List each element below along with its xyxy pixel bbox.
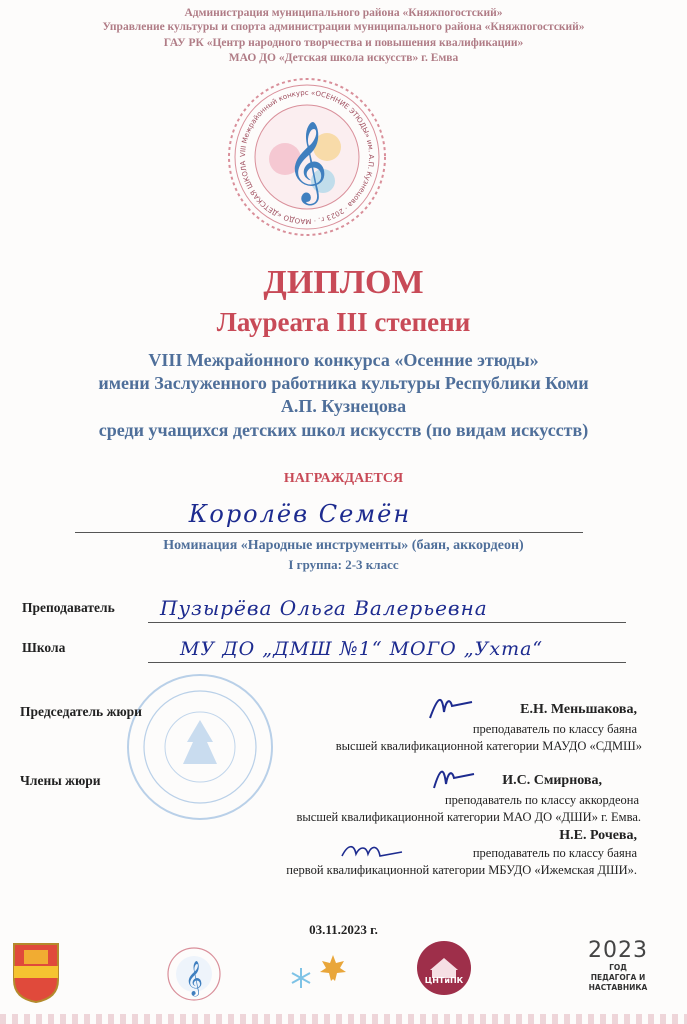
school-underline	[148, 662, 626, 663]
contest-line-4: среди учащихся детских школ искусств (по видам искусств)	[98, 420, 589, 440]
jury-members-label: Члены жюри	[20, 773, 101, 788]
teacher-label: Преподаватель	[22, 600, 115, 615]
teacher-underline	[148, 622, 626, 623]
decorative-border	[0, 1014, 687, 1024]
nomination: Номинация «Народные инструменты» (баян, аккордеон)	[163, 538, 524, 553]
header-line-2: Управление культуры и спорта администрации муниципального района «Княжпогостский»	[102, 21, 585, 33]
year-logo-text: ГОД ПЕДАГОГА И НАСТАВНИКА	[588, 963, 648, 992]
maple-leaf-icon	[318, 953, 348, 985]
contest-emblem	[227, 77, 387, 237]
member2-position: преподаватель по классу баяна	[472, 846, 637, 860]
member1-position: преподаватель по классу аккордеона	[444, 793, 639, 807]
contest-line-3: А.П. Кузнецова	[280, 396, 407, 416]
member1-qualification: высшей квалификационной категории МАО ДО «ДШИ» г. Емва.	[296, 810, 641, 824]
year-logo-number: 2023	[588, 938, 648, 963]
awarded-label: НАГРАЖДАЕТСЯ	[283, 471, 404, 486]
svg-text:𝄞: 𝄞	[185, 961, 203, 996]
contest-logo-icon	[160, 944, 228, 1004]
coat-of-arms-icon	[10, 940, 62, 1004]
center-logo-text: ЦНТиПК	[424, 976, 464, 985]
svg-text:𝄞: 𝄞	[286, 120, 328, 202]
diploma-subtitle: Лауреата III степени	[216, 307, 471, 337]
header-line-4: МАО ДО «Детская школа искусств» г. Емва	[228, 52, 459, 64]
contest-line-1: VIII Межрайонного конкурса «Осенние этюды»	[148, 350, 539, 370]
member2-qualification: первой квалификационной категории МБУДО «Ижемская ДШИ».	[286, 863, 637, 877]
member2-signature	[340, 838, 404, 864]
emblem-ring-text: VIII Межрайонный конкурс «ОСЕННИЕ ЭТЮДЫ» им. А.П. Кузнецова · 2023 г. · МАОДО «ДЕТСКАЯ ШКОЛА	[238, 88, 376, 226]
student-underline	[75, 532, 583, 533]
chair-signature	[428, 692, 474, 722]
group: I группа: 2-3 класс	[288, 557, 399, 572]
header-line-1: Администрация муниципального района «Княжпогостский»	[184, 7, 503, 19]
year-logo	[586, 938, 650, 993]
member1-signature	[432, 762, 476, 792]
chair-name: Е.Н. Меньшакова,	[520, 702, 637, 717]
header-line-3: ГАУ РК «Центр народного творчества и повышения квалификации»	[163, 37, 524, 49]
school-name: МУ ДО „ДМШ №1“ МОГО „Ухта“	[180, 638, 544, 660]
center-logo	[416, 940, 472, 996]
contest-line-2: имени Заслуженного работника культуры Республики Коми	[98, 373, 589, 393]
issue-date: 03.11.2023 г.	[309, 922, 378, 937]
diploma-title: ДИПЛОМ	[263, 264, 424, 301]
chair-qualification: высшей квалификационной категории МАУДО «СДМШ»	[335, 739, 642, 753]
official-stamp	[125, 672, 275, 822]
school-label: Школа	[22, 640, 66, 655]
jury-chair-label: Председатель жюри	[20, 704, 142, 719]
student-name: Королёв Семён	[188, 500, 412, 528]
member1-name: И.С. Смирнова,	[502, 773, 602, 788]
member2-name: Н.Е. Рочева,	[559, 828, 637, 843]
chair-position: преподаватель по классу баяна	[472, 722, 637, 736]
teacher-name: Пузырёва Ольга Валерьевна	[160, 596, 488, 620]
snowflake-icon	[289, 966, 313, 990]
